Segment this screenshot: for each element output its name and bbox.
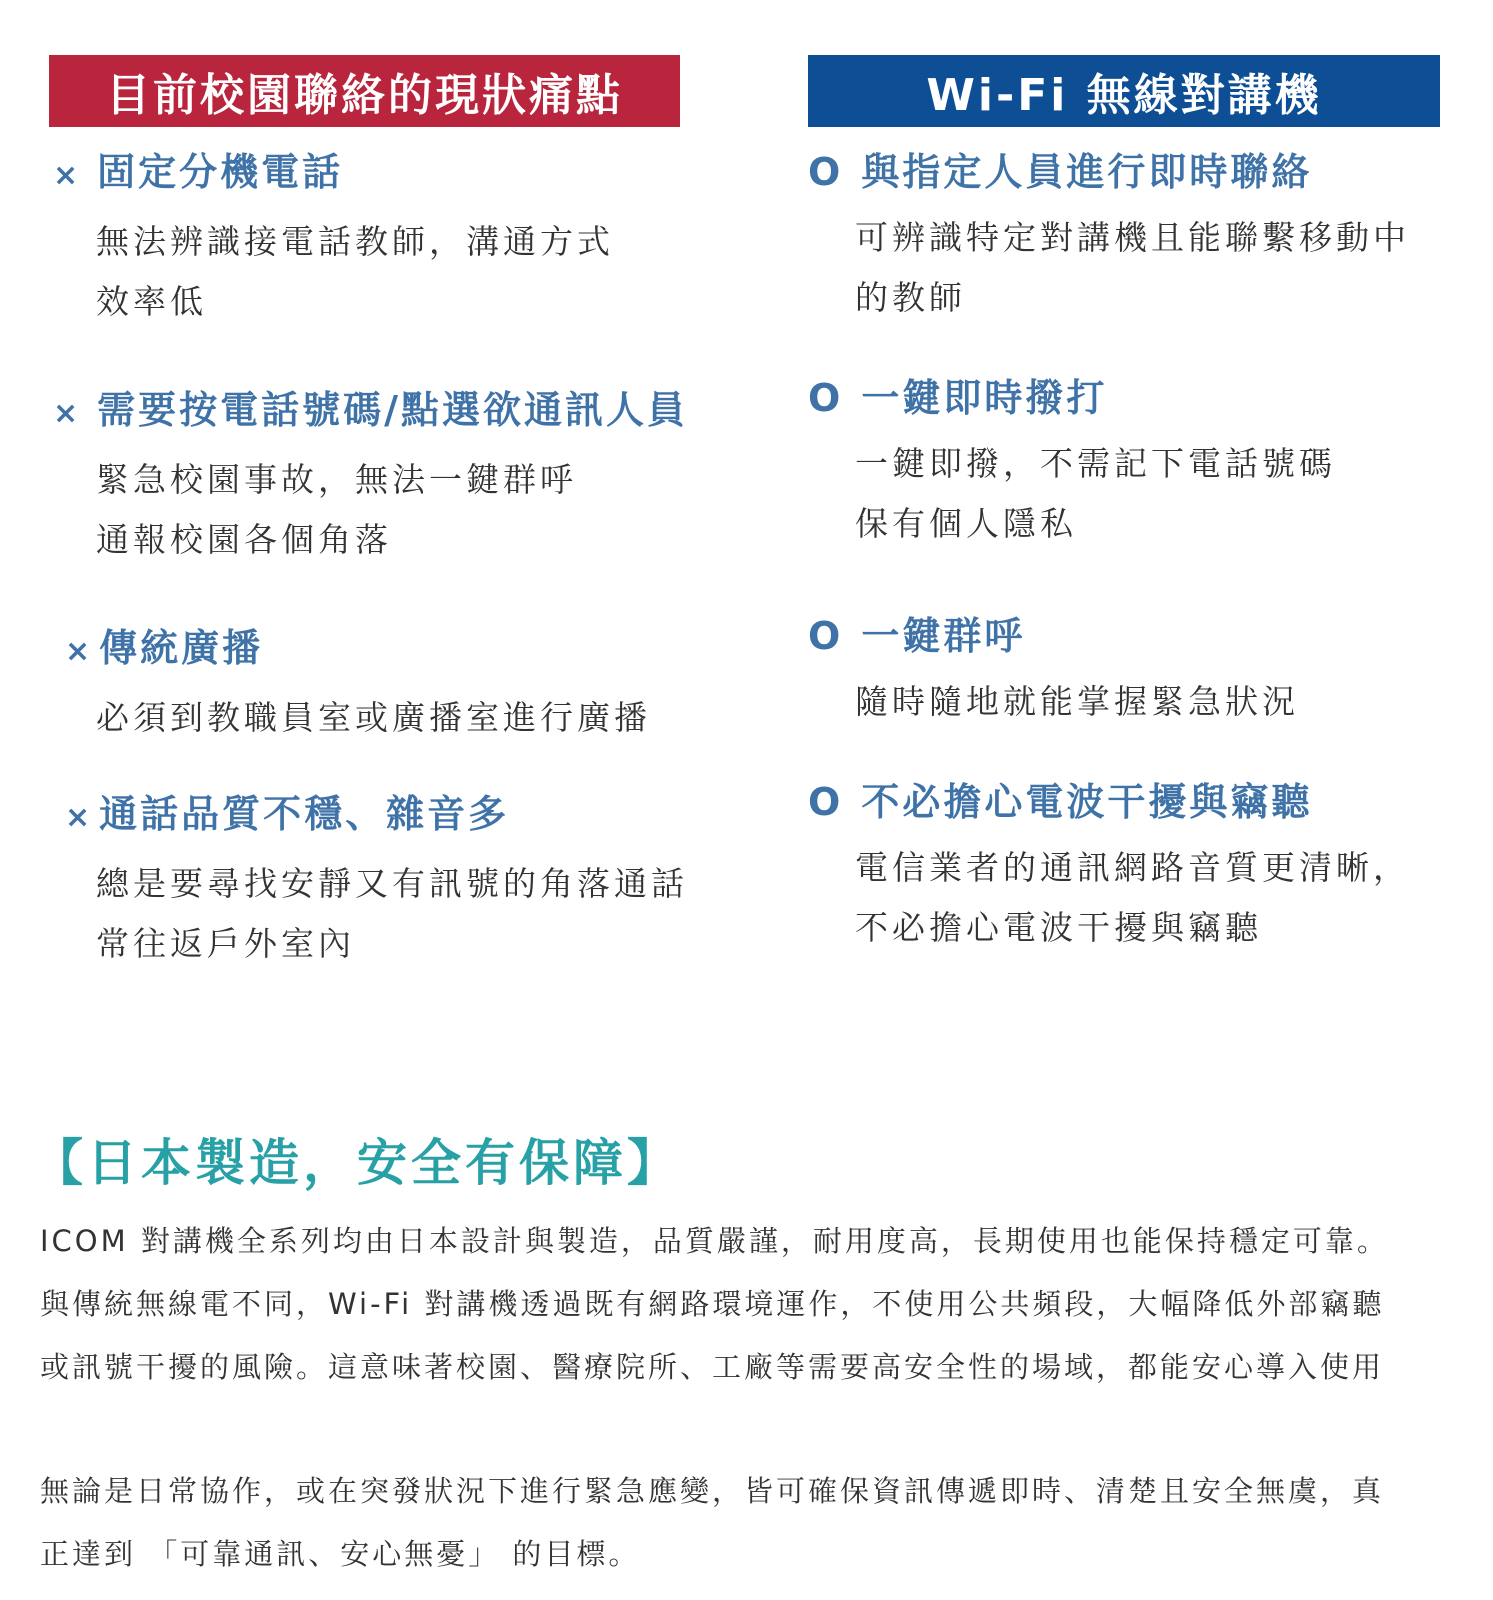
benefit-description: 可辨識特定對講機且能聯繫移動中 的教師 xyxy=(855,218,1410,317)
pain-point-title: × 通話品質不穩、雜音多 xyxy=(65,790,688,842)
pain-point-description: 無法辨識接電話教師，溝通方式 效率低 xyxy=(96,222,614,321)
cross-icon: × xyxy=(53,158,82,193)
paragraph-line: 無論是日常協作，或在突發狀況下進行緊急應變，皆可確保資訊傳遞即時、清楚且安全無虞，真 xyxy=(40,1474,1385,1508)
benefit-title: O 一鍵即時撥打 xyxy=(808,376,1108,420)
paragraph-line: 正達到 「可靠通訊、安心無憂」 的目標。 xyxy=(40,1537,641,1571)
benefit-title: O 一鍵群呼 xyxy=(808,614,1026,658)
benefit-description: 一鍵即撥，不需記下電話號碼 保有個人隱私 xyxy=(855,444,1336,543)
circle-icon: O xyxy=(808,376,844,420)
pain-point-title: × 傳統廣播 xyxy=(65,624,651,676)
benefit-description: 電信業者的通訊網路音質更清晰， 不必擔心電波干擾與竊聽 xyxy=(855,848,1410,947)
cross-icon: × xyxy=(65,634,94,669)
cross-icon: × xyxy=(53,396,82,431)
pain-point-title: × 需要按電話號碼/點選欲通訊人員 xyxy=(53,386,688,438)
benefit-title: O 與指定人員進行即時聯絡 xyxy=(808,150,1313,194)
circle-icon: O xyxy=(808,150,844,194)
benefit-description: 隨時隨地就能掌握緊急狀況 xyxy=(855,682,1299,721)
pain-point-description: 緊急校園事故，無法一鍵群呼 通報校園各個角落 xyxy=(96,460,577,559)
benefit-title: O 不必擔心電波干擾與竊聽 xyxy=(808,780,1313,824)
benefit-item xyxy=(808,612,1299,732)
benefit-item xyxy=(808,374,1336,554)
pain-point-title: × 固定分機電話 xyxy=(53,148,614,200)
made-in-japan-paragraph xyxy=(40,1210,1460,1399)
paragraph-line: 與傳統無線電不同，Wi-Fi 對講機透過既有網路環境運作，不使用公共頻段，大幅降低外部竊聽 xyxy=(40,1287,1385,1321)
circle-icon: O xyxy=(808,780,844,824)
wifi-intercom-header: Wi-Fi 無線對講機 xyxy=(808,55,1440,127)
cross-icon: × xyxy=(65,800,94,835)
pain-point-item xyxy=(53,790,688,974)
reliability-paragraph xyxy=(40,1460,1460,1586)
paragraph-line: 或訊號干擾的風險。這意味著校園、醫療院所、工廠等需要高安全性的場域，都能安心導入使用 xyxy=(40,1350,1385,1384)
paragraph-line: ICOM 對講機全系列均由日本設計與製造，品質嚴謹，耐用度高，長期使用也能保持穩定可靠。 xyxy=(40,1224,1389,1258)
pain-point-item xyxy=(53,624,651,748)
pain-points-header: 目前校園聯絡的現狀痛點 xyxy=(49,55,680,127)
pain-point-item xyxy=(53,386,688,570)
pain-point-item xyxy=(53,148,614,332)
section-title: 【日本製造，安全有保障】 xyxy=(33,1134,681,1192)
benefit-item xyxy=(808,778,1410,958)
circle-icon: O xyxy=(808,614,844,658)
pain-point-description: 總是要尋找安靜又有訊號的角落通話 常往返戶外室內 xyxy=(96,864,688,963)
pain-point-description: 必須到教職員室或廣播室進行廣播 xyxy=(96,698,651,737)
benefit-item xyxy=(808,148,1410,328)
